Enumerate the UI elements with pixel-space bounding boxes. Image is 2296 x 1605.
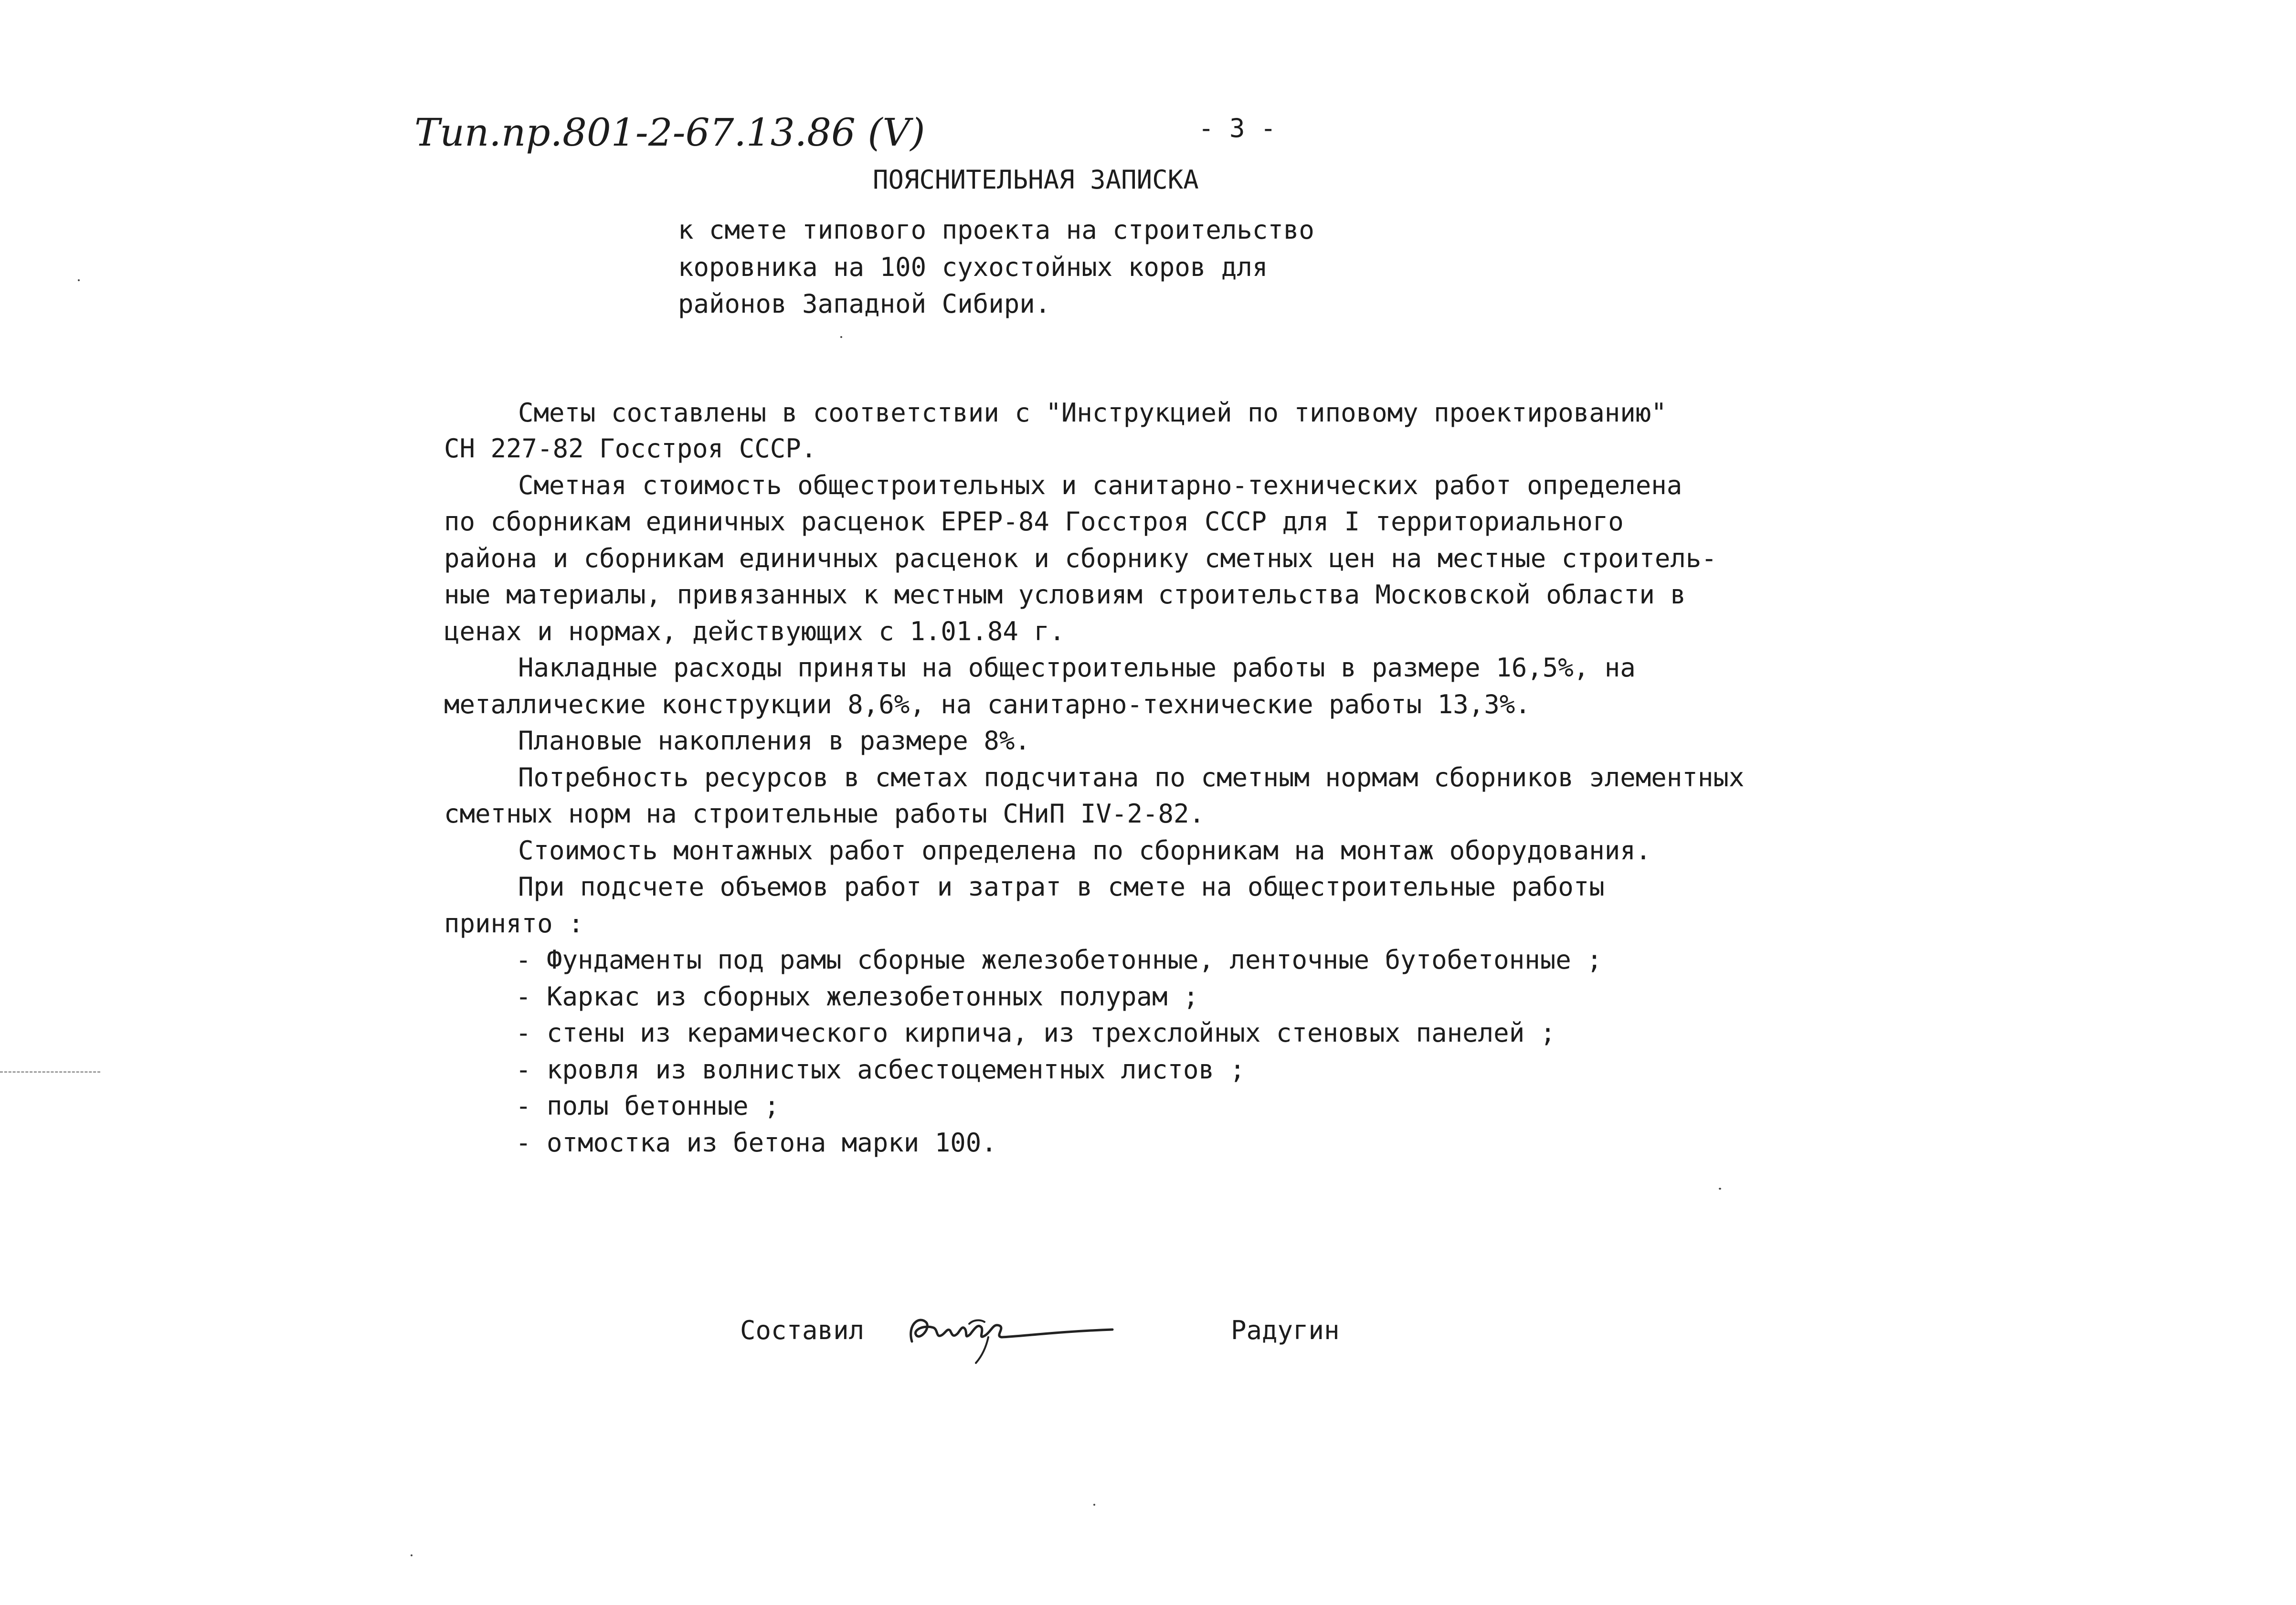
scan-speck	[1093, 1504, 1095, 1506]
list-item: - стены из керамического кирпича, из трехслойных стеновых панелей ;	[516, 1018, 1556, 1048]
list-item: - Каркас из сборных железобетонных полурам ;	[516, 982, 1199, 1012]
list-item: - Фундаменты под рамы сборные железобетонные, ленточные бутобетонные ;	[516, 945, 1602, 975]
body-line: металлические конструкции 8,6%, на санитарно-технические работы 13,3%.	[444, 689, 1531, 719]
body-line: Потребность ресурсов в сметах подсчитана по сметным нормам сборников элементных	[518, 762, 1745, 792]
signer-name: Радугин	[1231, 1315, 1340, 1345]
project-designation: Тип.пр.801-2-67.13.86 (V)	[414, 110, 925, 155]
scan-speck	[78, 279, 80, 281]
body-line: ные материалы, привязанных к местным условиям строительства Московской области в	[444, 580, 1686, 610]
body-line: Сметы составлены в соответствии с "Инструкцией по типовому проектированию"	[518, 398, 1667, 428]
handwritten-signature	[898, 1296, 1122, 1368]
body-line: СН 227-82 Госстроя СССР.	[444, 433, 817, 464]
body-line: При подсчете объемов работ и затрат в смете на общестроительные работы	[518, 872, 1605, 902]
list-item: - кровля из волнистых асбестоцементных листов ;	[516, 1055, 1246, 1085]
body-line: принято :	[444, 908, 584, 939]
body-line: Сметная стоимость общестроительных и санитарно-технических работ определена	[518, 470, 1682, 500]
body-line: Стоимость монтажных работ определена по сборникам на монтаж оборудования.	[518, 835, 1651, 866]
document-title: ПОЯСНИТЕЛЬНАЯ ЗАПИСКА	[873, 165, 1199, 195]
list-item: - отмостка из бетона марки 100.	[516, 1128, 997, 1158]
body-line: сметных норм на строительные работы СНиП IV-2-82.	[444, 799, 1205, 829]
list-item: - полы бетонные ;	[516, 1091, 780, 1121]
scan-margin-dashes	[0, 1071, 100, 1074]
body-line: Накладные расходы приняты на общестроительные работы в размере 16,5%, на	[518, 653, 1636, 683]
scan-speck	[411, 1554, 413, 1556]
subtitle-line: районов Западной Сибири.	[678, 289, 1051, 319]
body-line: по сборникам единичных расценок ЕРЕР-84 Госстроя СССР для I территориального	[444, 507, 1624, 537]
scan-speck	[1719, 1188, 1721, 1190]
subtitle-line: к смете типового проекта на строительство	[678, 215, 1314, 245]
subtitle-line: коровника на 100 сухостойных коров для	[678, 252, 1268, 282]
scan-speck	[840, 336, 842, 338]
page-number: - 3 -	[1198, 113, 1276, 143]
body-line: Плановые накопления в размере 8%.	[518, 726, 1030, 756]
signature-label: Составил	[740, 1315, 865, 1345]
body-line: района и сборникам единичных расценок и сборнику сметных цен на местные строитель-	[444, 543, 1717, 573]
body-line: ценах и нормах, действующих с 1.01.84 г.	[444, 616, 1065, 646]
